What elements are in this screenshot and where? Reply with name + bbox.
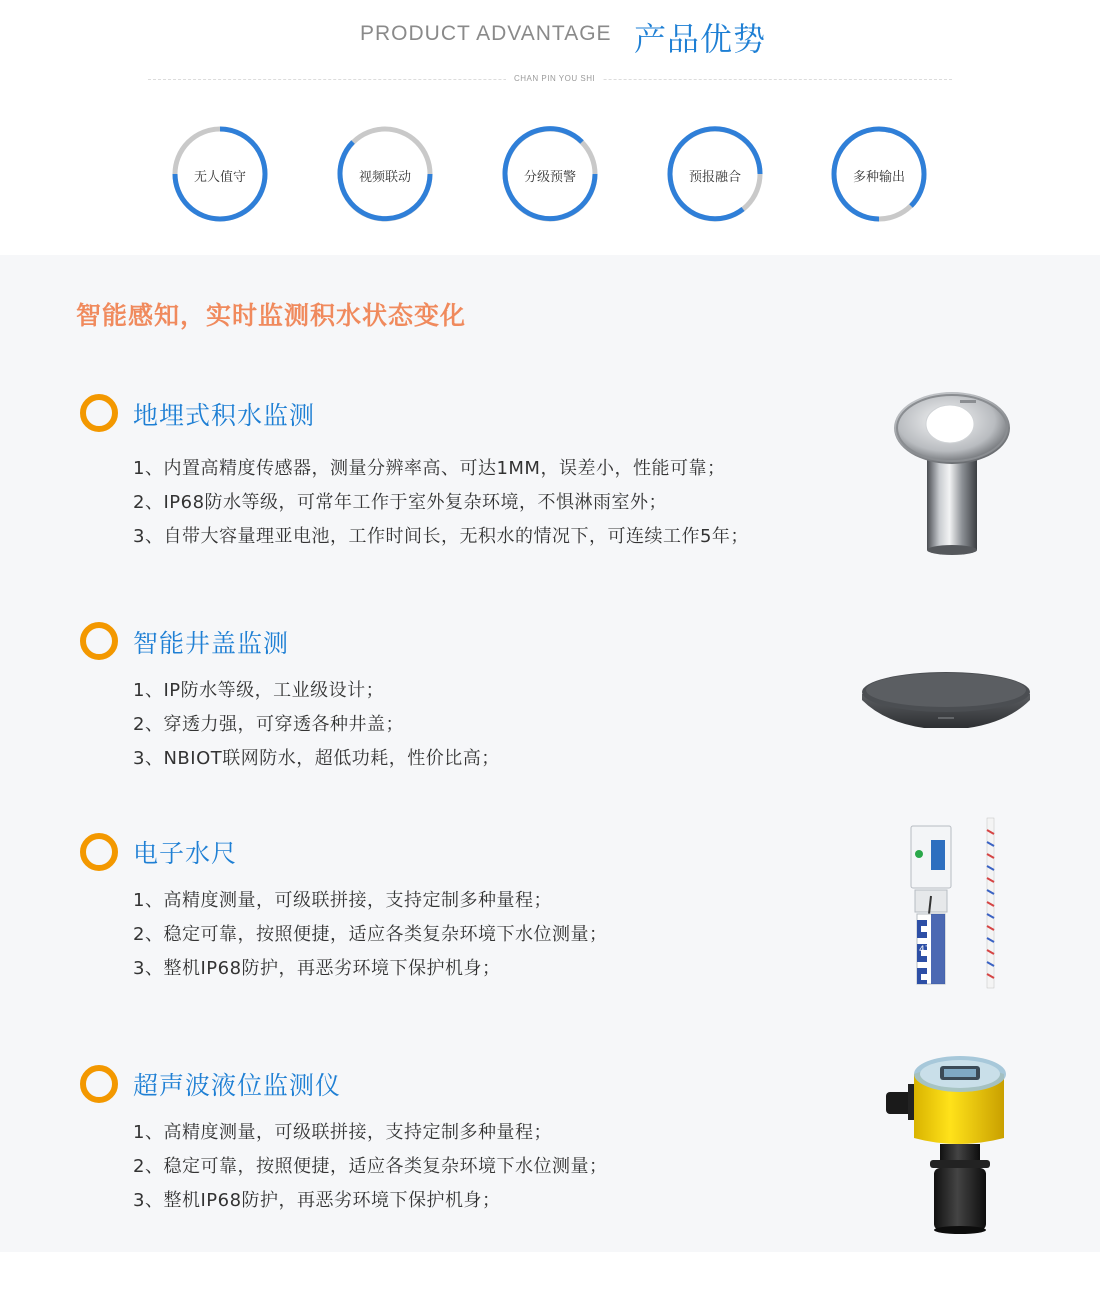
- feature-item: 1、高精度测量，可级联拼接，支持定制多种量程；: [133, 1122, 552, 1143]
- advantage-ring-multi-output: [829, 124, 929, 224]
- advantage-label: 预报融合: [688, 170, 741, 185]
- feature-item: 2、穿透力强，可穿透各种井盖；: [133, 714, 404, 735]
- feature-item: 2、IP68防水等级，可常年工作于室外复杂环境，不惧淋雨室外；: [133, 492, 668, 513]
- feature-item: 1、内置高精度传感器，测量分辨率高、可达1MM，误差小，性能可靠；: [133, 458, 726, 479]
- ultrasonic-level-meter-image: [882, 1052, 1018, 1236]
- advantage-ring-video-linkage: [335, 124, 435, 224]
- header-title-en: PRODUCT ADVANTAGE: [360, 22, 612, 45]
- gauge-number: 47: [919, 945, 931, 955]
- advantage-ring-unattended: [170, 124, 270, 224]
- feature-item: 2、稳定可靠，按照便捷，适应各类复杂环境下水位测量；: [133, 924, 608, 945]
- buried-sensor-image: [890, 388, 1020, 556]
- orange-ring-icon: [80, 394, 118, 432]
- feature-item: 1、高精度测量，可级联拼接，支持定制多种量程；: [133, 890, 552, 911]
- section-title-buried-sensor: 地埋式积水监测: [133, 401, 316, 430]
- section-title-ultrasonic-level: 超声波液位监测仪: [133, 1071, 342, 1100]
- advantage-ring-forecast-fusion: [665, 124, 765, 224]
- electronic-water-gauge-image: [905, 816, 1005, 990]
- advantage-label: 多种输出: [852, 170, 905, 185]
- advantage-label: 无人值守: [193, 170, 246, 185]
- advantage-label: 视频联动: [358, 170, 411, 185]
- feature-item: 3、整机IP68防护，再恶劣环境下保护机身；: [133, 1190, 501, 1211]
- feature-item: 3、整机IP68防护，再恶劣环境下保护机身；: [133, 958, 501, 979]
- header-subtitle: CHAN PIN YOU SHI: [506, 74, 603, 83]
- section-title-electronic-gauge: 电子水尺: [133, 839, 238, 868]
- feature-item: 3、NBIOT联网防水，超低功耗，性价比高；: [133, 748, 500, 769]
- header-title-cn: 产品优势: [634, 20, 767, 58]
- advantage-label: 分级预警: [523, 170, 576, 185]
- orange-ring-icon: [80, 833, 118, 871]
- feature-item: 1、IP防水等级，工业级设计；: [133, 680, 385, 701]
- manhole-sensor-image: [858, 660, 1034, 738]
- slogan-heading: 智能感知，实时监测积水状态变化: [76, 301, 467, 330]
- advantage-header: [0, 0, 1100, 255]
- orange-ring-icon: [80, 622, 118, 660]
- advantage-ring-graded-warning: [500, 124, 600, 224]
- section-title-manhole-monitor: 智能井盖监测: [133, 629, 290, 658]
- feature-item: 3、自带大容量理亚电池，工作时间长，无积水的情况下，可连续工作5年；: [133, 526, 749, 547]
- feature-item: 2、稳定可靠，按照便捷，适应各类复杂环境下水位测量；: [133, 1156, 608, 1177]
- orange-ring-icon: [80, 1065, 118, 1103]
